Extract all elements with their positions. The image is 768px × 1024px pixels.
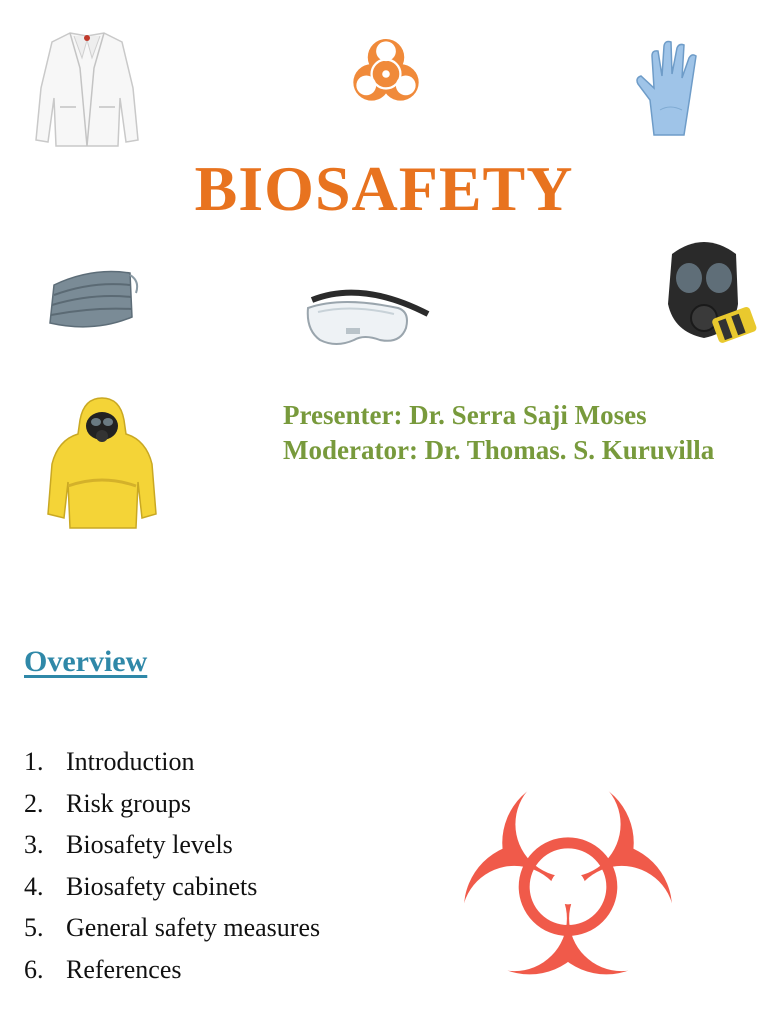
goggles-icon bbox=[302, 278, 432, 358]
list-item: 1. Introduction bbox=[24, 747, 195, 776]
page-title: BIOSAFETY bbox=[194, 153, 574, 224]
glove-icon bbox=[632, 40, 704, 138]
overview-heading: Overview bbox=[24, 645, 148, 678]
list-item: 6. References bbox=[24, 954, 182, 984]
list-item: 3. Biosafety levels bbox=[24, 830, 233, 859]
biohazard-icon bbox=[428, 764, 708, 1016]
biohazard-badge-icon bbox=[345, 36, 427, 112]
overview-list bbox=[24, 741, 320, 990]
moderator-line: Moderator: Dr. Thomas. S. Kuruvilla bbox=[283, 435, 715, 465]
face-mask-icon bbox=[44, 255, 140, 343]
hazmat-suit-icon bbox=[44, 394, 160, 530]
list-item: 4. Biosafety cabinets bbox=[24, 871, 258, 901]
gas-mask-icon bbox=[654, 234, 758, 366]
credits-block bbox=[283, 398, 714, 468]
presenter-line: Presenter: Dr. Serra Saji Moses bbox=[283, 400, 647, 430]
lab-coat-icon bbox=[30, 28, 145, 153]
list-item: 2. Risk groups bbox=[24, 788, 191, 818]
list-item: 5. General safety measures bbox=[24, 913, 321, 942]
